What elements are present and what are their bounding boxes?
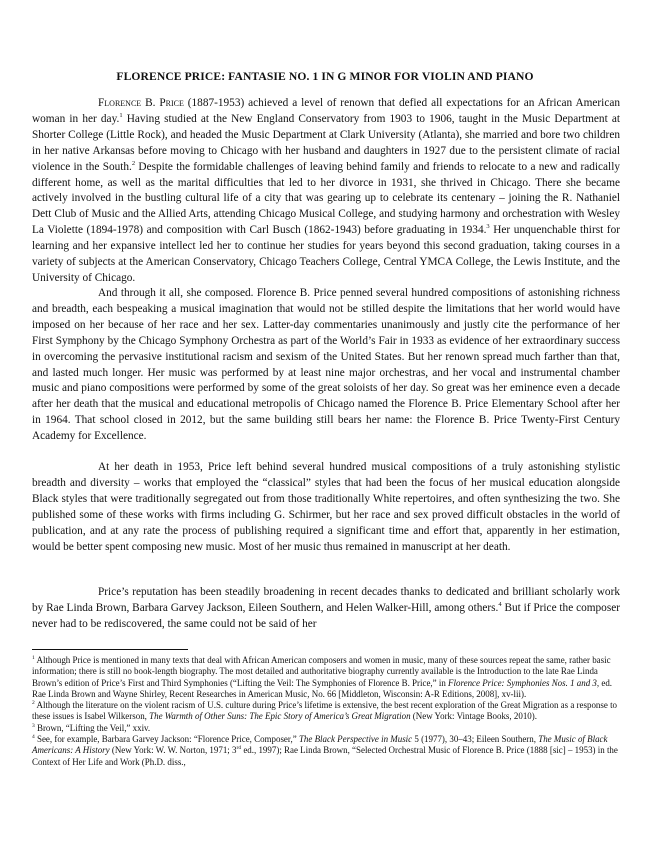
footnotes (32, 655, 622, 768)
footnote-text: 5 (1977), 30–43; Eileen Southern, (412, 734, 539, 745)
footnote-text: (New York: W. W. Norton, 1971; 3 (109, 745, 237, 756)
paragraph-3-text: At her death in 1953, Price left behind several hundred musical compositions of a truly astonishing stylistic breadth and diversity – works that employed the “classical” styles that had been the focus of her musical education alongside Black styles that were traditionally segregated out from those traditionally White repertoires, and often synthesizing the two. She published some of these works with firms including G. Schirmer, but her race and sex proved difficult obstacles in the world of publication, and at any rate the process of publishing required a significant time and effort that, apparently in her estimation, would be better spent composing new music. Most of her music thus remained in manuscript at her death. (32, 461, 620, 553)
paragraph-2 (32, 286, 620, 445)
paragraph-1 (32, 96, 620, 287)
footnote-number: 1 (32, 655, 35, 662)
subject-name: Florence B. Price (98, 97, 184, 109)
footnote-number: 4 (32, 734, 35, 741)
text-run: Despite the formidable challenges of leaving behind family and friends to relocate to a new and radically different home, as well as the marital difficulties that led to her divorce in 1931, she thrived in Chicago. There she became actively involved in the bustling cultural life of a city that was gearing up to celebrate its centenary – joining the R. Nathaniel Dett Club of Music and the Allied Arts, attending Chicago Musical College, and studying harmony and orchestration with Wesley La Violette (1894-1978) and composition with Carl Busch (1862-1943) before graduating in 1934. (32, 160, 620, 237)
footnote-ref-4[interactable]: 4 (498, 601, 502, 609)
footnote-text: ed., 1997); Rae Linda Brown, “Selected Orchestral Music of Florence B. Price (1888 [sic] – 1953) in the Context of Her Life and Work (Ph.D. diss., (32, 745, 618, 767)
ordinal-suffix: rd (236, 745, 242, 752)
footnote-ref-2[interactable]: 2 (131, 159, 136, 167)
text-run: Her unquenchable thirst for learning and her expansive intellect led her to continue her studies for years beyond this second graduation, taking courses in a variety of subjects at the American Conservatory, Chicago Teachers College, Central YMCA College, the Lewis Institute, and the University of Chicago. (32, 224, 620, 284)
text-run: (1887-1953) achieved a level of renown that defied all expectations for an African American woman in her day. (32, 97, 621, 125)
text-run: Having studied at the New England Conservatory from 1903 to 1906, taught in the Music Department at Shorter College (Little Rock), and headed the Music Department at Clark University (Atlanta), she married and bore two children in her native Arkansas before moving to Chicago with her husband and daughters in 1927 due to the persistent climate of racial violence in the South. (32, 112, 621, 173)
footnote-text: Brown, “Lifting the Veil,” xxiv. (34, 722, 151, 733)
footnote-number: 3 (32, 722, 35, 729)
footnote-2 (32, 700, 622, 723)
footnote-text: See, for example, Barbara Garvey Jackson: “Florence Price, Composer,” (34, 734, 299, 745)
citation-title: The Black Perspective in Music (298, 734, 413, 745)
paragraph-2-text: And through it all, she composed. Florence B. Price penned several hundred compositions of astonishing richness and breadth, each bespeaking a musical imagination that would not be stilled despite the limitations that her world would have imposed on her because of her race and her sex. Latter-day commentaries unanimously and justly cite the performance of her First Symphony by the Chicago Symphony Orchestra as part of the World’s Fair in 1933 as evidence of her extraordinary success in overcoming the pervasive institutional racism and sexism of the United States. But her renown spread much farther than that, and lasted much longer. Her music was performed by at least nine major orchestras, and her vocal and instrumental chamber music and piano compositions were performed by some of the great soloists of her day. So great was her eminence even a decade after her death that the musical and educational metropolis of Chicago named the Florence B. Price Elementary School after her in 1964. That school closed in 2012, but the same building still bears her name: the Florence B. Price Twenty-First Century Academy for Excellence. (32, 287, 620, 443)
citation-title: Florence Price: Symphonies Nos. 1 and 3 (448, 677, 597, 688)
citation-title: The Warmth of Other Suns: The Epic Story of America’s Great Migration (149, 711, 411, 722)
footnote-3 (32, 723, 622, 734)
citation-title: The Music of Black Americans: A History (32, 734, 608, 756)
text-run: But if Price the composer never had to be rediscovered, the same could not be said of her (32, 601, 620, 630)
footnote-ref-3[interactable]: 3 (486, 223, 490, 231)
footnote-ref-1[interactable]: 1 (119, 112, 123, 120)
footnote-text: , ed. Rae Linda Brown and Wayne Shirley, Recent Researches in American Music, No. 66 [Middleton, Wisconsin: A-R Editions, 2008], xv-lii). (32, 677, 613, 699)
footnote-divider (32, 649, 188, 650)
footnote-text: (New York: Vintage Books, 2010). (410, 711, 537, 722)
footnote-4 (32, 734, 622, 768)
text-run: Price’s reputation has been steadily broadening in recent decades thanks to dedicated and brilliant scholarly work by Rae Linda Brown, Barbara Garvey Jackson, Eileen Southern, and Helen Walker-Hill, among others. (32, 586, 620, 614)
footnote-text: Although the literature on the violent racism of U.S. culture during Price’s lifetime is extensive, the best recent exploration of the Great Migration as a response to these issues is Isabel Wilkerson, (32, 700, 618, 722)
footnote-number: 2 (32, 700, 35, 707)
paragraph-4 (32, 585, 620, 633)
page-title: FLORENCE PRICE: FANTASIE NO. 1 IN G MINOR FOR VIOLIN AND PIANO (116, 70, 534, 83)
paragraph-3 (32, 460, 620, 555)
footnote-text: Although Price is mentioned in many texts that deal with African American composers and women in music, many of these sources repeat the same, rather basic information; there is still no book-length biography. The most detailed and authoritative biography currently available is the Introduction to the late Rae Linda Brown’s edition of Price’s First and Third Symphonies (“Lifting the Veil: The Symphonies of Florence B. Price,” in (32, 655, 611, 688)
footnote-1 (32, 655, 622, 700)
